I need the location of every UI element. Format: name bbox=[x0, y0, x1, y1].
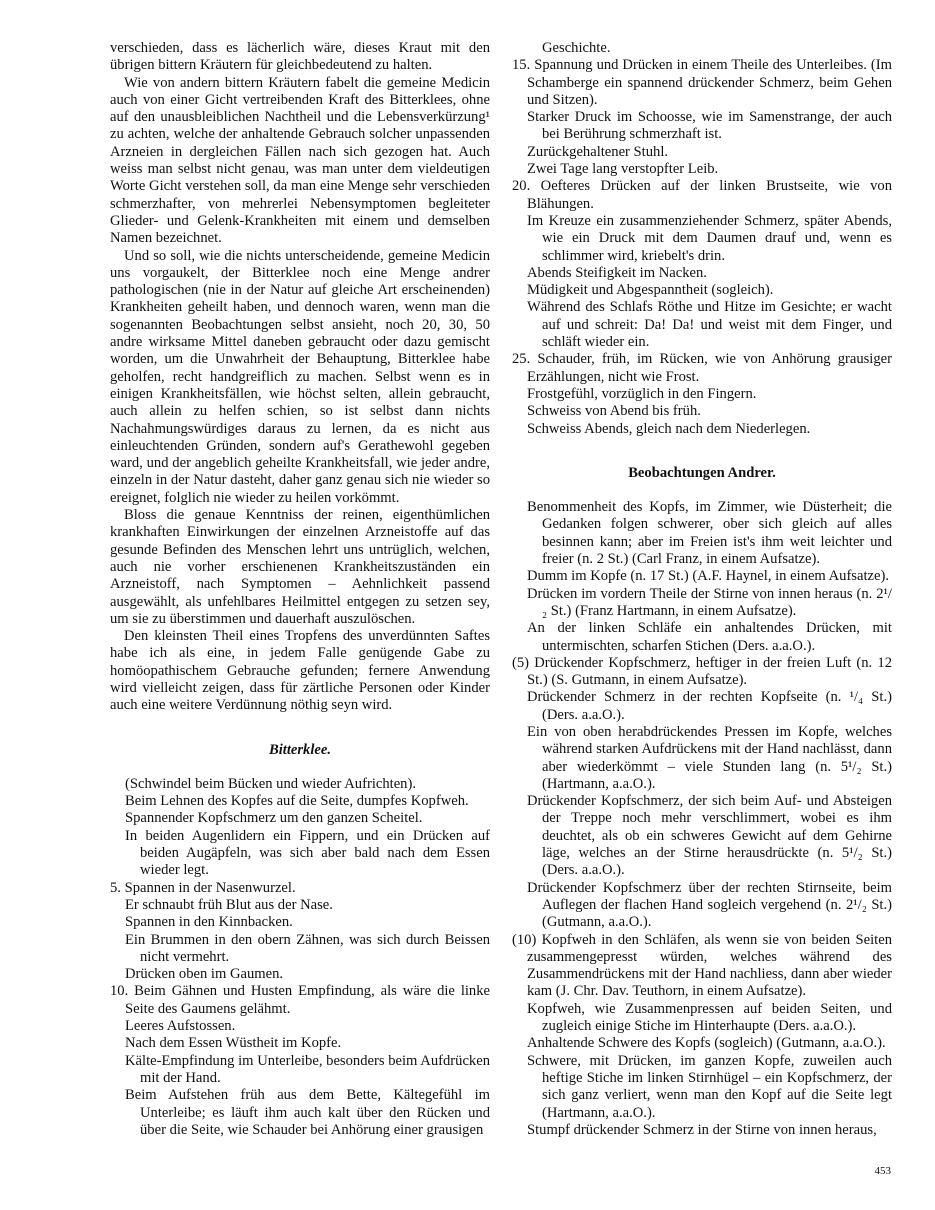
section-heading: Bitterklee. bbox=[268, 741, 331, 758]
symptom-line: Beim Aufstehen früh aus dem Bette, Kältegefühl im Unterleibe; es läuft ihm auch kalt über den Rücken und über die Seite, wie Schauder bei Anhörung einer grausigen bbox=[125, 1087, 490, 1138]
symptom-line: (Schwindel beim Bücken und wieder Aufrichten). bbox=[125, 775, 416, 792]
symptom-line: Drücken oben im Gaumen. bbox=[125, 966, 284, 983]
observation-line: Kopfweh, wie Zusammenpressen auf beiden Seiten, und zugleich einige Stiche im Hinterhaupte (Ders. a.a.O.). bbox=[527, 1000, 892, 1035]
symptom-line: Starker Druck im Schoosse, wie im Samenstrange, der auch bei Berührung schmerzhaft ist. bbox=[527, 109, 892, 143]
paragraph: Bloss die genaue Kenntniss der reinen, eigenthümlichen krankhaften Einwirkungen der einzelnen Arzneistoffe auf das gesunde Befinden des Menschen lehrt uns untrüglich, welchen, auch nie vorher erschienenen Krankheitszuständen ein Arzneistoff, nach Symptomen – Aehnlichkeit passend ausgewählt, als unfehlbares Heilmittel entgegen zu setzen sey, um sie zu überstimmen und dauerhaft auszulöschen. bbox=[110, 507, 490, 627]
symptom-line: 10. Beim Gähnen und Husten Empfindung, als wäre die linke Seite des Gaumens gelähmt. bbox=[110, 983, 490, 1017]
left-column bbox=[110, 40, 490, 1139]
symptom-line: Beim Lehnen des Kopfes auf die Seite, dumpfes Kopfweh. bbox=[125, 793, 469, 810]
symptom-line: Im Kreuze ein zusammenziehender Schmerz, später Abends, wie ein Druck mit dem Daumen drauf und, wenn es schlimmer wird, kriebelt's drin. bbox=[527, 212, 892, 264]
section-heading: Beobachtungen Andrer. bbox=[628, 464, 776, 481]
observation-line: Drücken im vordern Theile der Stirne von innen heraus (n. 2¹/₂ St.) (Franz Hartmann, in einem Aufsatze). bbox=[527, 585, 892, 619]
observation-line: Benommenheit des Kopfs, im Zimmer, wie Düsterheit; die Gedanken folgen schwerer, ober sich gleich auf alles besinnen kann; aber im Freien ist's ihm weit leichter und freier (n. 2 St.) (Carl Franz, in einem Aufsatze). bbox=[527, 499, 892, 568]
symptom-line: Er schnaubt früh Blut aus der Nase. bbox=[125, 896, 333, 913]
paragraph: Wie von andern bittern Kräutern fabelt die gemeine Medicin auch von einer Gicht vertreibenden Kraft des Bitterklees, ohne auf den unausbleiblichen Nachtheil und die Lebensverkürzung¹ zu achten, welche der anhaltende Gebrauch solcher unpassenden Arzneien in dergleichen Fällen nach sich gezogen hat. Auch weiss man selbst nicht genau, was man unter dem vieldeutigen Worte Gicht verstehen soll, da man eine Menge sehr verschieden schmerzhafter, von mehrerlei Nebensymptomen begleiteter Glieder- und Gelenk-Krankheiten mit einem und demselben Namen bezeichnet. bbox=[110, 74, 490, 247]
symptom-line: Kälte-Empfindung im Unterleibe, besonders beim Aufdrücken mit der Hand. bbox=[125, 1052, 490, 1086]
observation-line: Drückender Schmerz in der rechten Kopfseite (n. ¹/₄ St.) (Ders. a.a.O.). bbox=[527, 689, 892, 723]
continued-line: Geschichte. bbox=[542, 40, 611, 56]
observation-line: Dumm im Kopfe (n. 17 St.) (A.F. Haynel, in einem Aufsatze). bbox=[527, 568, 889, 585]
symptom-line: 25. Schauder, früh, im Rücken, wie von Anhörung grausiger Erzählungen, nicht wie Frost. bbox=[512, 351, 892, 385]
observation-line: (10) Kopfweh in den Schläfen, als wenn sie von beiden Seiten zusammengepresst würden, welches während des Zusammendrückens mit der Hand nachliess, dann aber wieder kam (J. Chr. Dav. Teuthorn, in einem Aufsatze). bbox=[512, 931, 892, 1000]
symptom-line: Leeres Aufstossen. bbox=[125, 1018, 236, 1035]
symptom-line: Müdigkeit und Abgespanntheit (sogleich). bbox=[527, 282, 774, 299]
observation-line: Ein von oben herabdrückendes Pressen im Kopfe, welches während starken Aufdrückens mit der Hand nachlässt, dann aber wiederkömmt – viele Stunden lang (n. 5¹/₂ St.) (Hartmann, a.a.O.). bbox=[527, 723, 892, 792]
observation-line: Schwere, mit Drücken, im ganzen Kopfe, zuweilen auch heftige Stiche im linken Stirnhügel – ein Kopfschmerz, der sich ganz verliert, wenn man den Kopf auf die Seite legt (Hartmann, a.a.O.). bbox=[527, 1052, 892, 1121]
observation-line: Drückender Kopfschmerz über der rechten Stirnseite, beim Auflegen der flachen Hand sogleich vergehend (n. 2¹/₂ St.) (Gutmann, a.a.O.). bbox=[527, 879, 892, 931]
symptom-line: Abends Steifigkeit im Nacken. bbox=[527, 264, 707, 281]
symptom-line: 20. Oefteres Drücken auf der linken Brustseite, wie von Blähungen. bbox=[512, 178, 892, 212]
symptom-line: Schweiss Abends, gleich nach dem Niederlegen. bbox=[527, 420, 811, 437]
observation-line: Stumpf drückender Schmerz in der Stirne von innen heraus, bbox=[527, 1121, 877, 1138]
page-number: 453 bbox=[874, 1165, 891, 1177]
observation-line: (5) Drückender Kopfschmerz, heftiger in der freien Luft (n. 12 St.) (S. Gutmann, in einem Aufsatze). bbox=[512, 654, 892, 689]
symptom-line: Frostgefühl, vorzüglich in den Fingern. bbox=[527, 385, 757, 402]
symptom-line: 5. Spannen in der Nasenwurzel. bbox=[110, 879, 296, 896]
symptom-line: Nach dem Essen Wüstheit im Kopfe. bbox=[125, 1035, 342, 1052]
symptom-line: Ein Brummen in den obern Zähnen, was sich durch Beissen nicht vermehrt. bbox=[125, 931, 490, 965]
observation-line: Anhaltende Schwere des Kopfs (sogleich) (Gutmann, a.a.O.). bbox=[527, 1035, 886, 1052]
symptom-line: In beiden Augenlidern ein Fippern, und ein Drücken auf beiden Augäpfeln, was sich aber bald nach dem Essen wieder legt. bbox=[125, 827, 490, 879]
observation-line: An der linken Schläfe ein anhaltendes Drücken, mit untermischten, scharfen Stichen (Ders. a.a.O.). bbox=[527, 620, 892, 654]
symptom-line: Spannender Kopfschmerz um den ganzen Scheitel. bbox=[125, 810, 423, 827]
symptom-line: Schweiss von Abend bis früh. bbox=[527, 403, 701, 420]
symptom-line: Während des Schlafs Röthe und Hitze im Gesichte; er wacht auf und schreit: Da! Da! und weist mit dem Finger, und schläft wieder ein. bbox=[527, 299, 892, 351]
symptom-line: Spannen in den Kinnbacken. bbox=[125, 914, 293, 931]
symptom-line: 15. Spannung und Drücken in einem Theile des Unterleibes. (Im Schamberge ein spannend drückender Schmerz, beim Gehen und Sitzen). bbox=[512, 57, 892, 108]
paragraph: Und so soll, wie die nichts unterscheidende, gemeine Medicin uns vorgaukelt, der Bitterklee noch eine Menge andrer pathologischen (nie in der Natur auf gleiche Art erscheinenden) Krankheiten geheilt haben, und dennoch waren, wenn man die sogenannten Beobachtungen selbst ansieht, noch 20, 30, 50 andre wirksame Mittel daneben gebraucht oder dazu gemischt worden, um die Unwahrheit der Behauptung, Bitterklee habe geholfen, recht handgreiflich zu machen. Selbst wenn es in einigen Krankheitsfällen, wie höchst selten, allein gebraucht, auch allein zu helfen schien, so ist selbst dann nichts Nachahmungswürdiges daraus zu lernen, da es nicht aus einleuchtenden Gründen, sondern auf's Gerathewohl gegeben ward, und der angeblich geheilte Krankheitsfall, wie jeder andre, einzeln in der Natur dasteht, daher ganz genau sich nie wieder so ereignet, folglich nie wieder zu heilen vorkömmt. bbox=[110, 247, 490, 506]
right-column bbox=[512, 40, 892, 1139]
paragraph: Den kleinsten Theil eines Tropfens des unverdünnten Saftes habe ich als eine, in jedem Falle genügende Gabe zu homöopathischem Gebrauche gefunden; fernere Anwendung wird vielleicht zeigen, dass für zärtliche Personen oder Kinder auch eine weitere Verdünnung nöthig seyn wird. bbox=[110, 628, 490, 714]
paragraph: verschieden, dass es lächerlich wäre, dieses Kraut mit den übrigen bittern Kräutern für gleichbedeutend zu halten. bbox=[110, 40, 490, 74]
symptom-line: Zurückgehaltener Stuhl. bbox=[527, 143, 669, 160]
observation-line: Drückender Kopfschmerz, der sich beim Auf- und Absteigen der Treppe noch mehr verschlimmert, wobei es ihm deuchtet, als ob ein schweres Gewicht auf dem Gehirne läge, welches an der Stirne herausdrückte (n. 5¹/₂ St.) (Ders. a.a.O.). bbox=[527, 793, 892, 879]
symptom-line: Zwei Tage lang verstopfter Leib. bbox=[527, 161, 719, 178]
